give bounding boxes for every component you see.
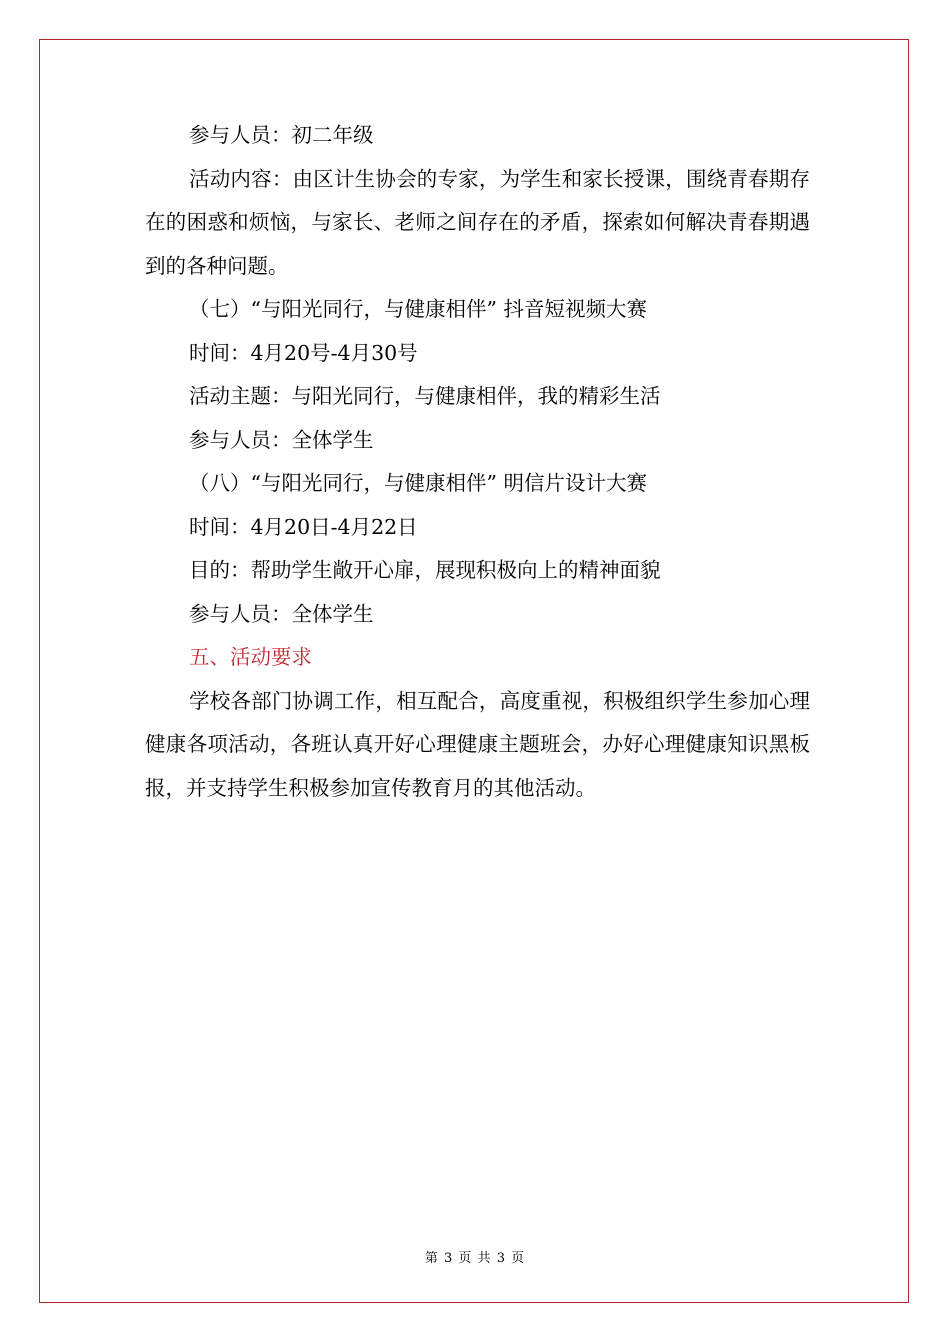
document-body — [145, 114, 810, 810]
participants-line-3: 参与人员：全体学生 — [189, 601, 374, 626]
time-line-seven: 时间：4月20号-4月30号 — [189, 340, 418, 365]
time-line-eight: 时间：4月20日-4月22日 — [189, 514, 418, 539]
section-five-heading: 五、活动要求 — [189, 645, 312, 669]
activity-theme-line: 活动主题：与阳光同行，与健康相伴，我的精彩生活 — [189, 384, 661, 408]
purpose-line: 目的：帮助学生敞开心扉，展现积极向上的精神面貌 — [189, 558, 661, 582]
section-seven-title: （七）“与阳光同行，与健康相伴” 抖音短视频大赛 — [189, 297, 647, 321]
section-eight-title: （八）“与阳光同行，与健康相伴” 明信片设计大赛 — [189, 471, 647, 495]
requirements-paragraph: 学校各部门协调工作，相互配合，高度重视，积极组织学生参加心理健康各项活动，各班认真开好心理健康主题班会，办好心理健康知识黑板报，并支持学生积极参加宣传教育月的其他活动。 — [145, 688, 810, 800]
activity-content-paragraph: 活动内容：由区计生协会的专家，为学生和家长授课，围绕青春期存在的困惑和烦恼，与家长、老师之间存在的矛盾，探索如何解决青春期遇到的各种问题。 — [145, 166, 810, 278]
participants-line-1: 参与人员：初二年级 — [189, 123, 374, 147]
page-footer: 第 3 页 共 3 页 — [424, 1251, 526, 1266]
participants-line-2: 参与人员：全体学生 — [189, 427, 374, 452]
